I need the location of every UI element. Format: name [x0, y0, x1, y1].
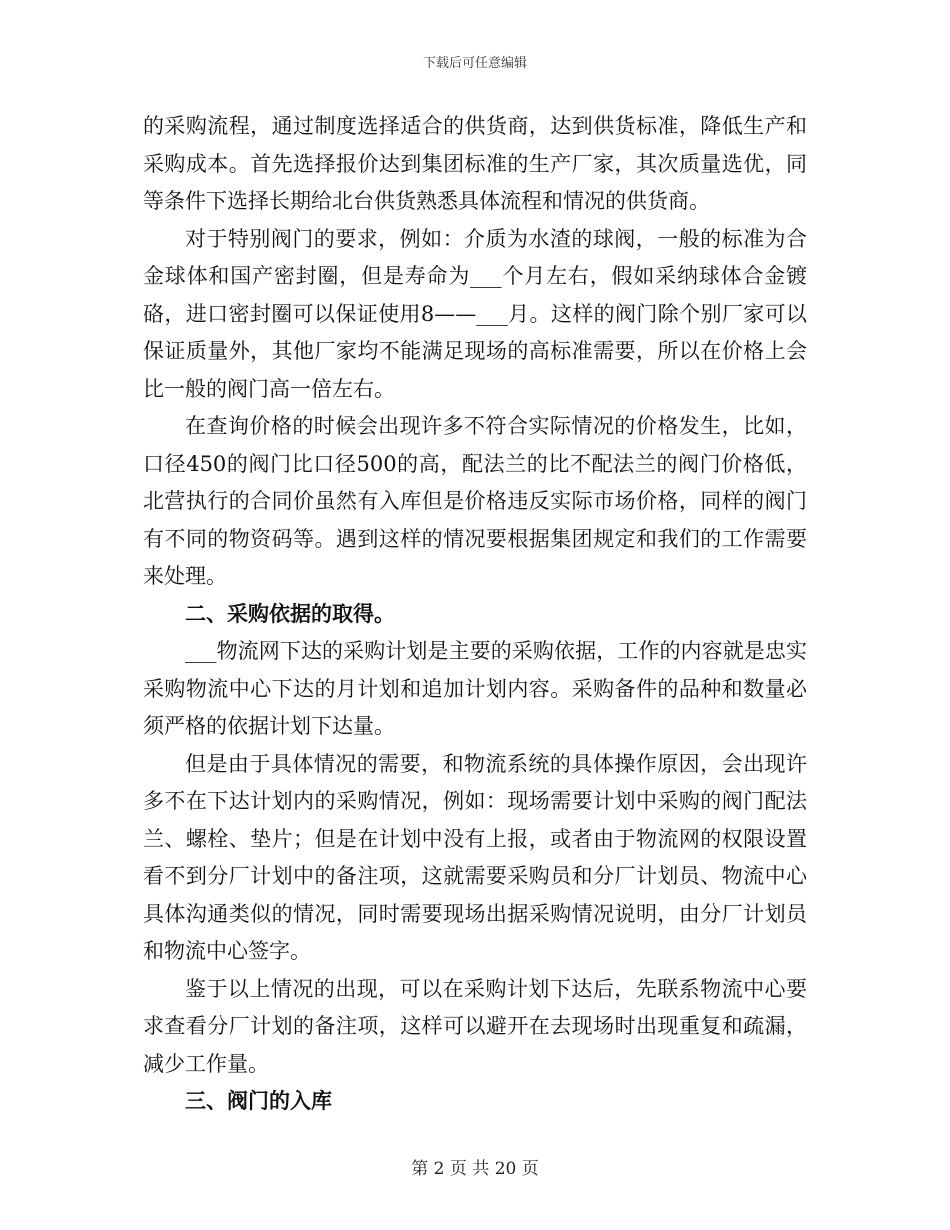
document-body	[143, 108, 807, 1121]
paragraph-special-cases: 但是由于具体情况的需要，和物流系统的具体操作原因，会出现许多不在下达计划内的采购情况，例如：现场需要计划中采购的阀门配法兰、螺栓、垫片；但是在计划中没有上报，或者由于物流网的权限设置看不到分厂计划中的备注项，这就需要采购员和分厂计划员、物流中心具体沟通类似的情况，同时需要现场出据采购情况说明，由分厂计划员和物流中心签字。	[143, 751, 807, 963]
section-heading-3: 三、阀门的入库	[185, 1089, 332, 1113]
paragraph-continuation: 的采购流程，通过制度选择适合的供货商，达到供货标准，降低生产和采购成本。首先选择报价达到集团标准的生产厂家，其次质量选优，同等条件下选择长期给北台供货熟悉具体流程和情况的供货商。	[143, 114, 807, 213]
paragraph-remarks-check: 鉴于以上情况的出现，可以在采购计划下达后，先联系物流中心要求查看分厂计划的备注项，这样可以避开在去现场时出现重复和疏漏，减少工作量。	[143, 976, 807, 1076]
paragraph-purchase-plan: ___物流网下达的采购计划是主要的采购依据，工作的内容就是忠实采购物流中心下达的月计划和追加计划内容。采购备件的品种和数量必须严格的依据计划下达量。	[143, 639, 807, 738]
paragraph-price-query: 在查询价格的时候会出现许多不符合实际情况的价格发生，比如，口径450的阀门比口径500的高，配法兰的比不配法兰的阀门价格低，北营执行的合同价虽然有入库但是价格违反实际市场价格，同样的阀门有不同的物资码等。遇到这样的情况要根据集团规定和我们的工作需要来处理。	[143, 414, 807, 588]
page-footer-number: 第 2 页 共 20 页	[411, 1159, 539, 1179]
section-heading-2: 二、采购依据的取得。	[185, 601, 395, 626]
page-header-note: 下载后可任意编辑	[422, 56, 527, 71]
paragraph-special-valves: 对于特别阀门的要求，例如：介质为水渣的球阀，一般的标准为合金球体和国产密封圈，但是寿命为___个月左右，假如采纳球体合金镀硌，进口密封圈可以保证使用8——___月。这样的阀门除个别厂家可以保证质量外，其他厂家均不能满足现场的高标准需要，所以在价格上会比一般的阀门高一倍左右。	[143, 226, 807, 401]
